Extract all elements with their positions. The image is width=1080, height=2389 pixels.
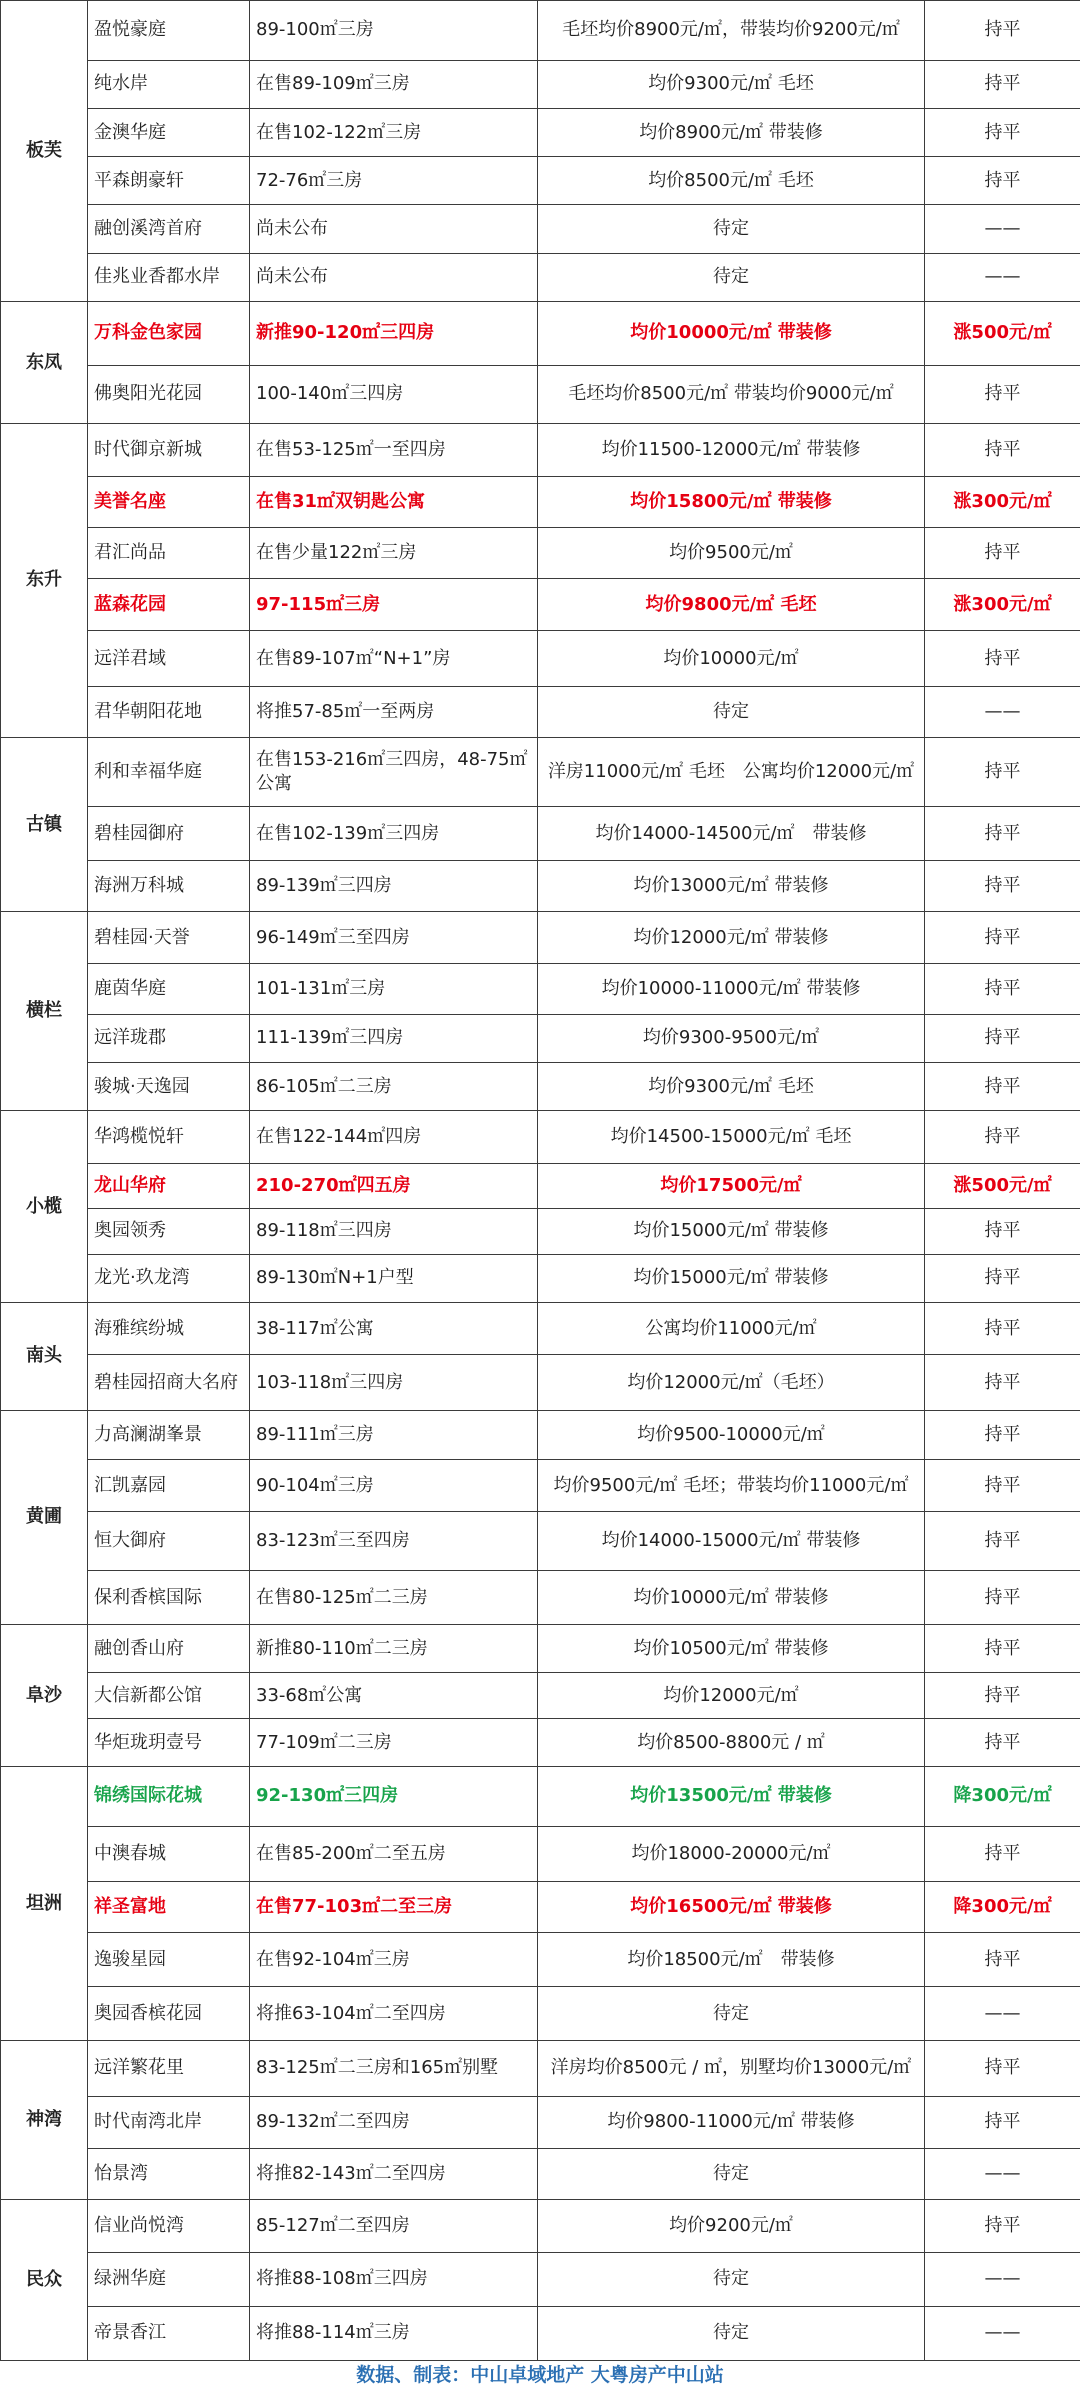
project-name-cell: 奥园香槟花园 bbox=[88, 1987, 250, 2041]
unit-type-cell: 尚未公布 bbox=[250, 253, 538, 301]
project-name-cell: 海雅缤纷城 bbox=[88, 1302, 250, 1355]
trend-cell: 降300元/㎡ bbox=[925, 1767, 1080, 1827]
table-row bbox=[1, 578, 1080, 631]
table-row bbox=[1, 301, 1080, 365]
table-row bbox=[1, 2096, 1080, 2149]
price-cell: 公寓均价11000元/㎡ bbox=[538, 1302, 925, 1355]
trend-cell: 持平 bbox=[925, 1, 1080, 61]
price-cell: 均价11500-12000元/㎡ 带装修 bbox=[538, 424, 925, 477]
project-name-cell: 纯水岸 bbox=[88, 60, 250, 108]
project-name-cell: 祥圣富地 bbox=[88, 1882, 250, 1933]
trend-cell: 持平 bbox=[925, 737, 1080, 807]
project-name-cell: 利和幸福华庭 bbox=[88, 737, 250, 807]
table-row bbox=[1, 1511, 1080, 1571]
table-row bbox=[1, 527, 1080, 578]
price-cell: 均价8500元/㎡ 毛坯 bbox=[538, 157, 925, 205]
project-name-cell: 远洋君域 bbox=[88, 631, 250, 686]
price-cell: 洋房均价8500元 / ㎡，别墅均价13000元/㎡ bbox=[538, 2041, 925, 2096]
price-cell: 均价12000元/㎡ 带装修 bbox=[538, 912, 925, 963]
unit-type-cell: 100-140㎡三四房 bbox=[250, 365, 538, 423]
price-cell: 毛坯均价8900元/㎡，带装均价9200元/㎡ bbox=[538, 1, 925, 61]
unit-type-cell: 在售77-103㎡二至三房 bbox=[250, 1882, 538, 1933]
price-cell: 均价9500元/㎡ bbox=[538, 527, 925, 578]
project-name-cell: 君华朝阳花地 bbox=[88, 686, 250, 737]
district-cell: 小榄 bbox=[1, 1111, 88, 1303]
table-row bbox=[1, 1209, 1080, 1254]
table-row bbox=[1, 1882, 1080, 1933]
project-name-cell: 大信新都公馆 bbox=[88, 1673, 250, 1718]
footer-credit: 数据、制表：中山卓域地产 大粤房产中山站 bbox=[0, 2361, 1080, 2389]
table-row bbox=[1, 365, 1080, 423]
price-cell: 待定 bbox=[538, 1987, 925, 2041]
price-cell: 均价10000元/㎡ 带装修 bbox=[538, 1571, 925, 1625]
table-row bbox=[1, 2252, 1080, 2306]
unit-type-cell: 在售122-144㎡四房 bbox=[250, 1111, 538, 1164]
trend-cell: 持平 bbox=[925, 1302, 1080, 1355]
trend-cell: 涨500元/㎡ bbox=[925, 301, 1080, 365]
project-name-cell: 汇凯嘉园 bbox=[88, 1460, 250, 1511]
trend-cell: —— bbox=[925, 2306, 1080, 2360]
price-cell: 均价15000元/㎡ 带装修 bbox=[538, 1209, 925, 1254]
district-cell: 东升 bbox=[1, 424, 88, 738]
project-name-cell: 鹿茵华庭 bbox=[88, 963, 250, 1014]
project-name-cell: 碧桂园·天誉 bbox=[88, 912, 250, 963]
project-name-cell: 海洲万科城 bbox=[88, 861, 250, 912]
trend-cell: 涨300元/㎡ bbox=[925, 578, 1080, 631]
trend-cell: 持平 bbox=[925, 424, 1080, 477]
district-cell: 板芙 bbox=[1, 1, 88, 302]
table-row bbox=[1, 1718, 1080, 1766]
project-name-cell: 奥园领秀 bbox=[88, 1209, 250, 1254]
trend-cell: 持平 bbox=[925, 1625, 1080, 1673]
price-cell: 均价9800-11000元/㎡ 带装修 bbox=[538, 2096, 925, 2149]
unit-type-cell: 101-131㎡三房 bbox=[250, 963, 538, 1014]
table-row bbox=[1, 1355, 1080, 1410]
price-cell: 待定 bbox=[538, 205, 925, 253]
project-name-cell: 龙山华府 bbox=[88, 1163, 250, 1208]
trend-cell: 涨300元/㎡ bbox=[925, 476, 1080, 527]
unit-type-cell: 111-139㎡三四房 bbox=[250, 1014, 538, 1062]
unit-type-cell: 85-127㎡二至四房 bbox=[250, 2200, 538, 2253]
project-name-cell: 金澳华庭 bbox=[88, 108, 250, 156]
unit-type-cell: 89-132㎡二至四房 bbox=[250, 2096, 538, 2149]
unit-type-cell: 在售31㎡双钥匙公寓 bbox=[250, 476, 538, 527]
price-cell: 均价9300-9500元/㎡ bbox=[538, 1014, 925, 1062]
unit-type-cell: 89-118㎡三四房 bbox=[250, 1209, 538, 1254]
district-cell: 阜沙 bbox=[1, 1625, 88, 1767]
table-row bbox=[1, 807, 1080, 861]
trend-cell: 持平 bbox=[925, 1933, 1080, 1987]
project-name-cell: 碧桂园御府 bbox=[88, 807, 250, 861]
table-row bbox=[1, 1767, 1080, 1827]
trend-cell: 持平 bbox=[925, 365, 1080, 423]
price-cell: 均价16500元/㎡ 带装修 bbox=[538, 1882, 925, 1933]
project-name-cell: 君汇尚品 bbox=[88, 527, 250, 578]
trend-cell: 持平 bbox=[925, 1014, 1080, 1062]
price-cell: 均价15000元/㎡ 带装修 bbox=[538, 1254, 925, 1302]
trend-cell: 持平 bbox=[925, 2200, 1080, 2253]
trend-cell: —— bbox=[925, 253, 1080, 301]
unit-type-cell: 在售102-122㎡三房 bbox=[250, 108, 538, 156]
table-row bbox=[1, 2041, 1080, 2096]
unit-type-cell: 新推80-110㎡二三房 bbox=[250, 1625, 538, 1673]
unit-type-cell: 72-76㎡三房 bbox=[250, 157, 538, 205]
project-name-cell: 碧桂园招商大名府 bbox=[88, 1355, 250, 1410]
unit-type-cell: 33-68㎡公寓 bbox=[250, 1673, 538, 1718]
price-cell: 均价14000-14500元/㎡ 带装修 bbox=[538, 807, 925, 861]
project-name-cell: 平森朗豪轩 bbox=[88, 157, 250, 205]
project-name-cell: 融创溪湾首府 bbox=[88, 205, 250, 253]
price-cell: 均价9300元/㎡ 毛坯 bbox=[538, 1062, 925, 1110]
table-row bbox=[1, 476, 1080, 527]
unit-type-cell: 在售少量122㎡三房 bbox=[250, 527, 538, 578]
price-cell: 均价14500-15000元/㎡ 毛坯 bbox=[538, 1111, 925, 1164]
trend-cell: —— bbox=[925, 1987, 1080, 2041]
district-cell: 坦洲 bbox=[1, 1767, 88, 2041]
unit-type-cell: 将推88-114㎡三房 bbox=[250, 2306, 538, 2360]
price-cell: 均价10000-11000元/㎡ 带装修 bbox=[538, 963, 925, 1014]
table-row bbox=[1, 631, 1080, 686]
unit-type-cell: 83-123㎡三至四房 bbox=[250, 1511, 538, 1571]
project-name-cell: 锦绣国际花城 bbox=[88, 1767, 250, 1827]
price-cell: 均价8500-8800元 / ㎡ bbox=[538, 1718, 925, 1766]
trend-cell: 降300元/㎡ bbox=[925, 1882, 1080, 1933]
project-name-cell: 帝景香江 bbox=[88, 2306, 250, 2360]
price-cell: 待定 bbox=[538, 2252, 925, 2306]
trend-cell: 持平 bbox=[925, 1571, 1080, 1625]
table-row bbox=[1, 205, 1080, 253]
district-cell: 南头 bbox=[1, 1302, 88, 1410]
price-cell: 均价9300元/㎡ 毛坯 bbox=[538, 60, 925, 108]
project-name-cell: 力高澜湖峯景 bbox=[88, 1410, 250, 1460]
table-row bbox=[1, 60, 1080, 108]
trend-cell: 持平 bbox=[925, 963, 1080, 1014]
price-cell: 均价9800元/㎡ 毛坯 bbox=[538, 578, 925, 631]
price-cell: 均价18500元/㎡ 带装修 bbox=[538, 1933, 925, 1987]
project-name-cell: 中澳春城 bbox=[88, 1826, 250, 1881]
project-name-cell: 信业尚悦湾 bbox=[88, 2200, 250, 2253]
trend-cell: —— bbox=[925, 686, 1080, 737]
project-name-cell: 华鸿榄悦轩 bbox=[88, 1111, 250, 1164]
unit-type-cell: 在售153-216㎡三四房，48-75㎡公寓 bbox=[250, 737, 538, 807]
district-cell: 民众 bbox=[1, 2200, 88, 2361]
trend-cell: 持平 bbox=[925, 912, 1080, 963]
project-name-cell: 恒大御府 bbox=[88, 1511, 250, 1571]
price-cell: 均价9500元/㎡ 毛坯；带装均价11000元/㎡ bbox=[538, 1460, 925, 1511]
district-cell: 古镇 bbox=[1, 737, 88, 912]
table-row bbox=[1, 1460, 1080, 1511]
trend-cell: 持平 bbox=[925, 527, 1080, 578]
project-name-cell: 怡景湾 bbox=[88, 2149, 250, 2200]
unit-type-cell: 新推90-120㎡三四房 bbox=[250, 301, 538, 365]
trend-cell: 涨500元/㎡ bbox=[925, 1163, 1080, 1208]
trend-cell: —— bbox=[925, 205, 1080, 253]
trend-cell: 持平 bbox=[925, 2096, 1080, 2149]
trend-cell: 持平 bbox=[925, 1673, 1080, 1718]
price-cell: 均价9200元/㎡ bbox=[538, 2200, 925, 2253]
trend-cell: 持平 bbox=[925, 108, 1080, 156]
trend-cell: 持平 bbox=[925, 807, 1080, 861]
district-cell: 黄圃 bbox=[1, 1410, 88, 1624]
project-name-cell: 美誉名座 bbox=[88, 476, 250, 527]
table-row bbox=[1, 1625, 1080, 1673]
project-name-cell: 华炬珑玥壹号 bbox=[88, 1718, 250, 1766]
price-cell: 均价15800元/㎡ 带装修 bbox=[538, 476, 925, 527]
unit-type-cell: 89-111㎡三房 bbox=[250, 1410, 538, 1460]
price-cell: 均价17500元/㎡ bbox=[538, 1163, 925, 1208]
table-row bbox=[1, 108, 1080, 156]
unit-type-cell: 将推88-108㎡三四房 bbox=[250, 2252, 538, 2306]
unit-type-cell: 83-125㎡二三房和165㎡别墅 bbox=[250, 2041, 538, 2096]
trend-cell: 持平 bbox=[925, 1718, 1080, 1766]
price-cell: 均价13500元/㎡ 带装修 bbox=[538, 1767, 925, 1827]
district-cell: 神湾 bbox=[1, 2041, 88, 2200]
trend-cell: —— bbox=[925, 2149, 1080, 2200]
trend-cell: 持平 bbox=[925, 1062, 1080, 1110]
table-row bbox=[1, 1933, 1080, 1987]
price-cell: 均价10500元/㎡ 带装修 bbox=[538, 1625, 925, 1673]
project-name-cell: 骏城·天逸园 bbox=[88, 1062, 250, 1110]
trend-cell: 持平 bbox=[925, 1254, 1080, 1302]
unit-type-cell: 在售89-107㎡“N+1”房 bbox=[250, 631, 538, 686]
price-cell: 均价10000元/㎡ bbox=[538, 631, 925, 686]
table-row bbox=[1, 737, 1080, 807]
unit-type-cell: 在售80-125㎡二三房 bbox=[250, 1571, 538, 1625]
price-cell: 待定 bbox=[538, 2149, 925, 2200]
project-name-cell: 佛奥阳光花园 bbox=[88, 365, 250, 423]
unit-type-cell: 38-117㎡公寓 bbox=[250, 1302, 538, 1355]
price-cell: 洋房11000元/㎡ 毛坯 公寓均价12000元/㎡ bbox=[538, 737, 925, 807]
trend-cell: 持平 bbox=[925, 1511, 1080, 1571]
unit-type-cell: 89-100㎡三房 bbox=[250, 1, 538, 61]
project-name-cell: 万科金色家园 bbox=[88, 301, 250, 365]
trend-cell: 持平 bbox=[925, 1410, 1080, 1460]
unit-type-cell: 90-104㎡三房 bbox=[250, 1460, 538, 1511]
trend-cell: 持平 bbox=[925, 2041, 1080, 2096]
price-cell: 均价18000-20000元/㎡ bbox=[538, 1826, 925, 1881]
table-row bbox=[1, 2149, 1080, 2200]
table-row bbox=[1, 1, 1080, 61]
district-cell: 横栏 bbox=[1, 912, 88, 1111]
project-name-cell: 佳兆业香都水岸 bbox=[88, 253, 250, 301]
project-name-cell: 蓝森花园 bbox=[88, 578, 250, 631]
trend-cell: 持平 bbox=[925, 1460, 1080, 1511]
table-row bbox=[1, 1987, 1080, 2041]
price-cell: 待定 bbox=[538, 2306, 925, 2360]
unit-type-cell: 210-270㎡四五房 bbox=[250, 1163, 538, 1208]
project-name-cell: 逸骏星园 bbox=[88, 1933, 250, 1987]
unit-type-cell: 89-130㎡N+1户型 bbox=[250, 1254, 538, 1302]
unit-type-cell: 96-149㎡三至四房 bbox=[250, 912, 538, 963]
table-row bbox=[1, 963, 1080, 1014]
unit-type-cell: 89-139㎡三四房 bbox=[250, 861, 538, 912]
trend-cell: 持平 bbox=[925, 1826, 1080, 1881]
unit-type-cell: 在售53-125㎡一至四房 bbox=[250, 424, 538, 477]
price-cell: 均价13000元/㎡ 带装修 bbox=[538, 861, 925, 912]
project-name-cell: 融创香山府 bbox=[88, 1625, 250, 1673]
price-cell: 待定 bbox=[538, 253, 925, 301]
project-name-cell: 绿洲华庭 bbox=[88, 2252, 250, 2306]
unit-type-cell: 尚未公布 bbox=[250, 205, 538, 253]
unit-type-cell: 在售85-200㎡二至五房 bbox=[250, 1826, 538, 1881]
unit-type-cell: 在售89-109㎡三房 bbox=[250, 60, 538, 108]
project-name-cell: 远洋繁花里 bbox=[88, 2041, 250, 2096]
table-row bbox=[1, 2306, 1080, 2360]
unit-type-cell: 将推82-143㎡二至四房 bbox=[250, 2149, 538, 2200]
unit-type-cell: 将推63-104㎡二至四房 bbox=[250, 1987, 538, 2041]
unit-type-cell: 在售92-104㎡三房 bbox=[250, 1933, 538, 1987]
table-row bbox=[1, 1302, 1080, 1355]
price-cell: 均价8900元/㎡ 带装修 bbox=[538, 108, 925, 156]
unit-type-cell: 92-130㎡三四房 bbox=[250, 1767, 538, 1827]
trend-cell: 持平 bbox=[925, 157, 1080, 205]
unit-type-cell: 77-109㎡二三房 bbox=[250, 1718, 538, 1766]
price-cell: 待定 bbox=[538, 686, 925, 737]
table-row bbox=[1, 1826, 1080, 1881]
unit-type-cell: 97-115㎡三房 bbox=[250, 578, 538, 631]
table-row bbox=[1, 1111, 1080, 1164]
unit-type-cell: 86-105㎡二三房 bbox=[250, 1062, 538, 1110]
trend-cell: 持平 bbox=[925, 60, 1080, 108]
price-cell: 均价10000元/㎡ 带装修 bbox=[538, 301, 925, 365]
table-row bbox=[1, 1571, 1080, 1625]
table-row bbox=[1, 912, 1080, 963]
price-cell: 均价14000-15000元/㎡ 带装修 bbox=[538, 1511, 925, 1571]
project-name-cell: 盈悦豪庭 bbox=[88, 1, 250, 61]
table-row bbox=[1, 1410, 1080, 1460]
price-cell: 毛坯均价8500元/㎡ 带装均价9000元/㎡ bbox=[538, 365, 925, 423]
trend-cell: —— bbox=[925, 2252, 1080, 2306]
trend-cell: 持平 bbox=[925, 861, 1080, 912]
table-row bbox=[1, 1673, 1080, 1718]
table-row bbox=[1, 861, 1080, 912]
district-cell: 东凤 bbox=[1, 301, 88, 423]
table-row bbox=[1, 2200, 1080, 2253]
table-row bbox=[1, 1014, 1080, 1062]
project-name-cell: 时代御京新城 bbox=[88, 424, 250, 477]
trend-cell: 持平 bbox=[925, 1111, 1080, 1164]
trend-cell: 持平 bbox=[925, 631, 1080, 686]
project-name-cell: 远洋珑郡 bbox=[88, 1014, 250, 1062]
price-cell: 均价12000元/㎡（毛坯） bbox=[538, 1355, 925, 1410]
project-name-cell: 时代南湾北岸 bbox=[88, 2096, 250, 2149]
unit-type-cell: 103-118㎡三四房 bbox=[250, 1355, 538, 1410]
project-name-cell: 保利香槟国际 bbox=[88, 1571, 250, 1625]
table-row bbox=[1, 157, 1080, 205]
price-cell: 均价12000元/㎡ bbox=[538, 1673, 925, 1718]
table-row bbox=[1, 253, 1080, 301]
table-row bbox=[1, 424, 1080, 477]
project-name-cell: 龙光·玖龙湾 bbox=[88, 1254, 250, 1302]
unit-type-cell: 在售102-139㎡三四房 bbox=[250, 807, 538, 861]
trend-cell: 持平 bbox=[925, 1209, 1080, 1254]
table-row bbox=[1, 1163, 1080, 1208]
price-cell: 均价9500-10000元/㎡ bbox=[538, 1410, 925, 1460]
table-row bbox=[1, 686, 1080, 737]
table-row bbox=[1, 1254, 1080, 1302]
table-row bbox=[1, 1062, 1080, 1110]
trend-cell: 持平 bbox=[925, 1355, 1080, 1410]
unit-type-cell: 将推57-85㎡一至两房 bbox=[250, 686, 538, 737]
